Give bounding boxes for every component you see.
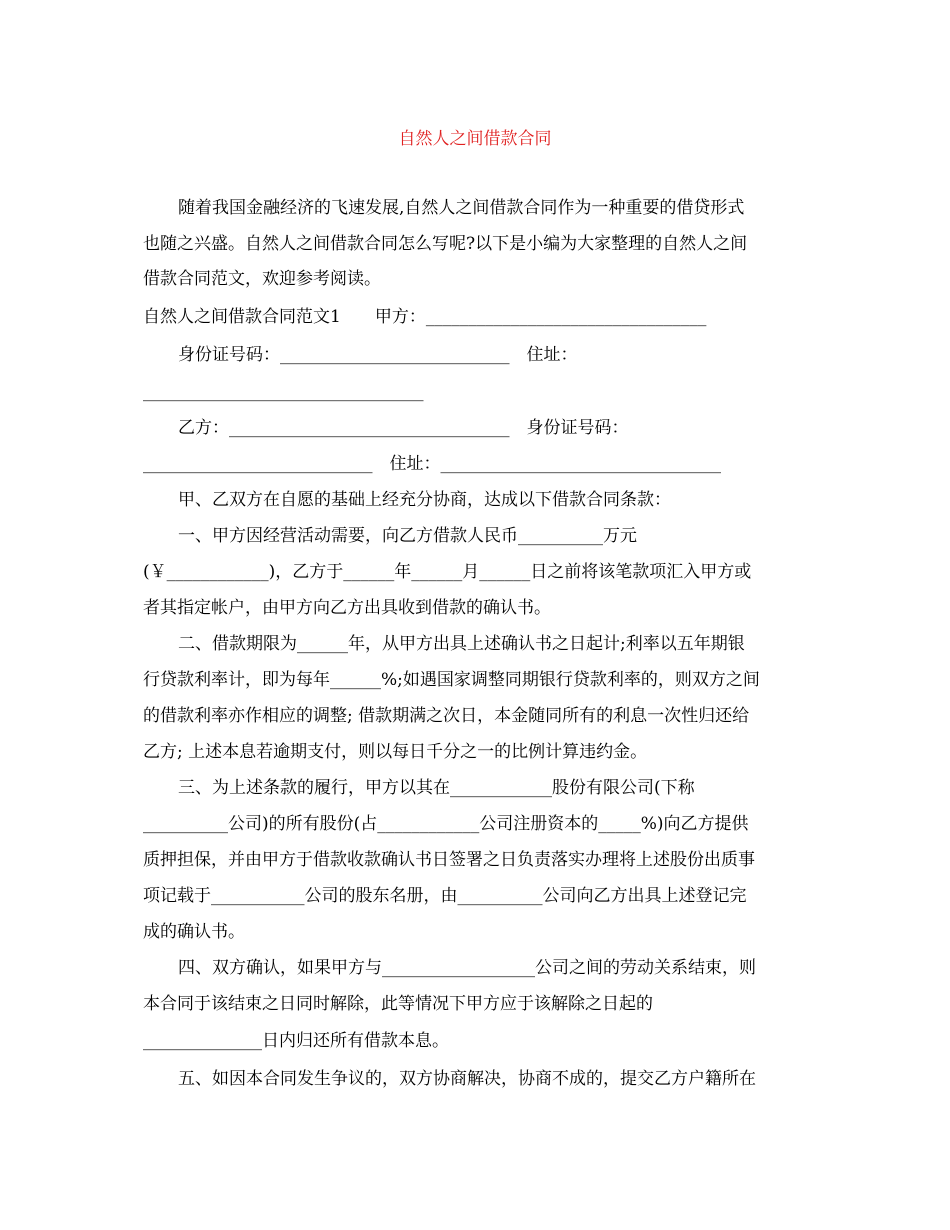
paragraph-line: 三、为上述条款的履行，甲方以其在____________股份有限公司(下称 bbox=[178, 778, 695, 798]
paragraph-line: (￥____________)，乙方于______年______月______日之前将该笔款项汇入甲方或 bbox=[143, 562, 752, 582]
paragraph-line: ______________日内归还所有借款本息。 bbox=[143, 1031, 449, 1051]
paragraph-line: 一、甲方因经营活动需要，向乙方借款人民币__________万元 bbox=[178, 526, 637, 546]
paragraph-line: 也随之兴盛。自然人之间借款合同怎么写呢?以下是小编为大家整理的自然人之间 bbox=[143, 234, 748, 254]
paragraph-line: 项记载于___________公司的股东名册，由__________公司向乙方出具上述登记完 bbox=[143, 886, 747, 906]
paragraph-line: _________________________________ bbox=[143, 382, 424, 402]
paragraph-line: 四、双方确认，如果甲方与__________________公司之间的劳动关系结束，则 bbox=[178, 958, 756, 978]
document-title: 自然人之间借款合同 bbox=[398, 129, 552, 149]
paragraph-line: 借款合同范文，欢迎参考阅读。 bbox=[143, 269, 381, 289]
paragraph-line: 甲、乙双方在自愿的基础上经充分协商，达成以下借款合同条款： bbox=[178, 490, 671, 510]
paragraph-line: 行贷款利率计，即为每年______%;如遇国家调整同期银行贷款利率的，则双方之间 bbox=[143, 670, 760, 690]
paragraph-line: 自然人之间借款合同范文1 甲方：_________________________________ bbox=[143, 307, 707, 327]
paragraph-line: 本合同于该结束之日同时解除，此等情况下甲方应于该解除之日起的 bbox=[143, 994, 653, 1014]
paragraph-line: 身份证号码：___________________________ 住址： bbox=[178, 345, 578, 365]
paragraph-line: __________公司)的所有股份(占____________公司注册资本的_____%)向乙方提供 bbox=[143, 814, 749, 834]
paragraph-line: 二、借款期限为______年，从甲方出具上述确认书之日起计;利率以五年期银 bbox=[178, 634, 745, 654]
paragraph-line: 者其指定帐户，由甲方向乙方出具收到借款的确认书。 bbox=[143, 598, 551, 618]
paragraph-line: 乙方：_________________________________ 身份证号码： bbox=[178, 418, 629, 438]
paragraph-line: 质押担保，并由甲方于借款收款确认书日签署之日负责落实办理将上述股份出质事 bbox=[143, 850, 755, 870]
paragraph-line: 成的确认书。 bbox=[143, 922, 245, 942]
paragraph-line: 五、如因本合同发生争议的，双方协商解决，协商不成的，提交乙方户籍所在 bbox=[178, 1069, 756, 1089]
paragraph-line: 随着我国金融经济的飞速发展,自然人之间借款合同作为一种重要的借贷形式 bbox=[178, 198, 745, 218]
paragraph-line: 乙方; 上述本息若逾期支付，则以每日千分之一的比例计算违约金。 bbox=[143, 742, 648, 762]
paragraph-line: ___________________________ 住址：_________________________________ bbox=[143, 454, 721, 474]
paragraph-line: 的借款利率亦作相应的调整; 借款期满之次日，本金随同所有的利息一次性归还给 bbox=[143, 706, 750, 726]
